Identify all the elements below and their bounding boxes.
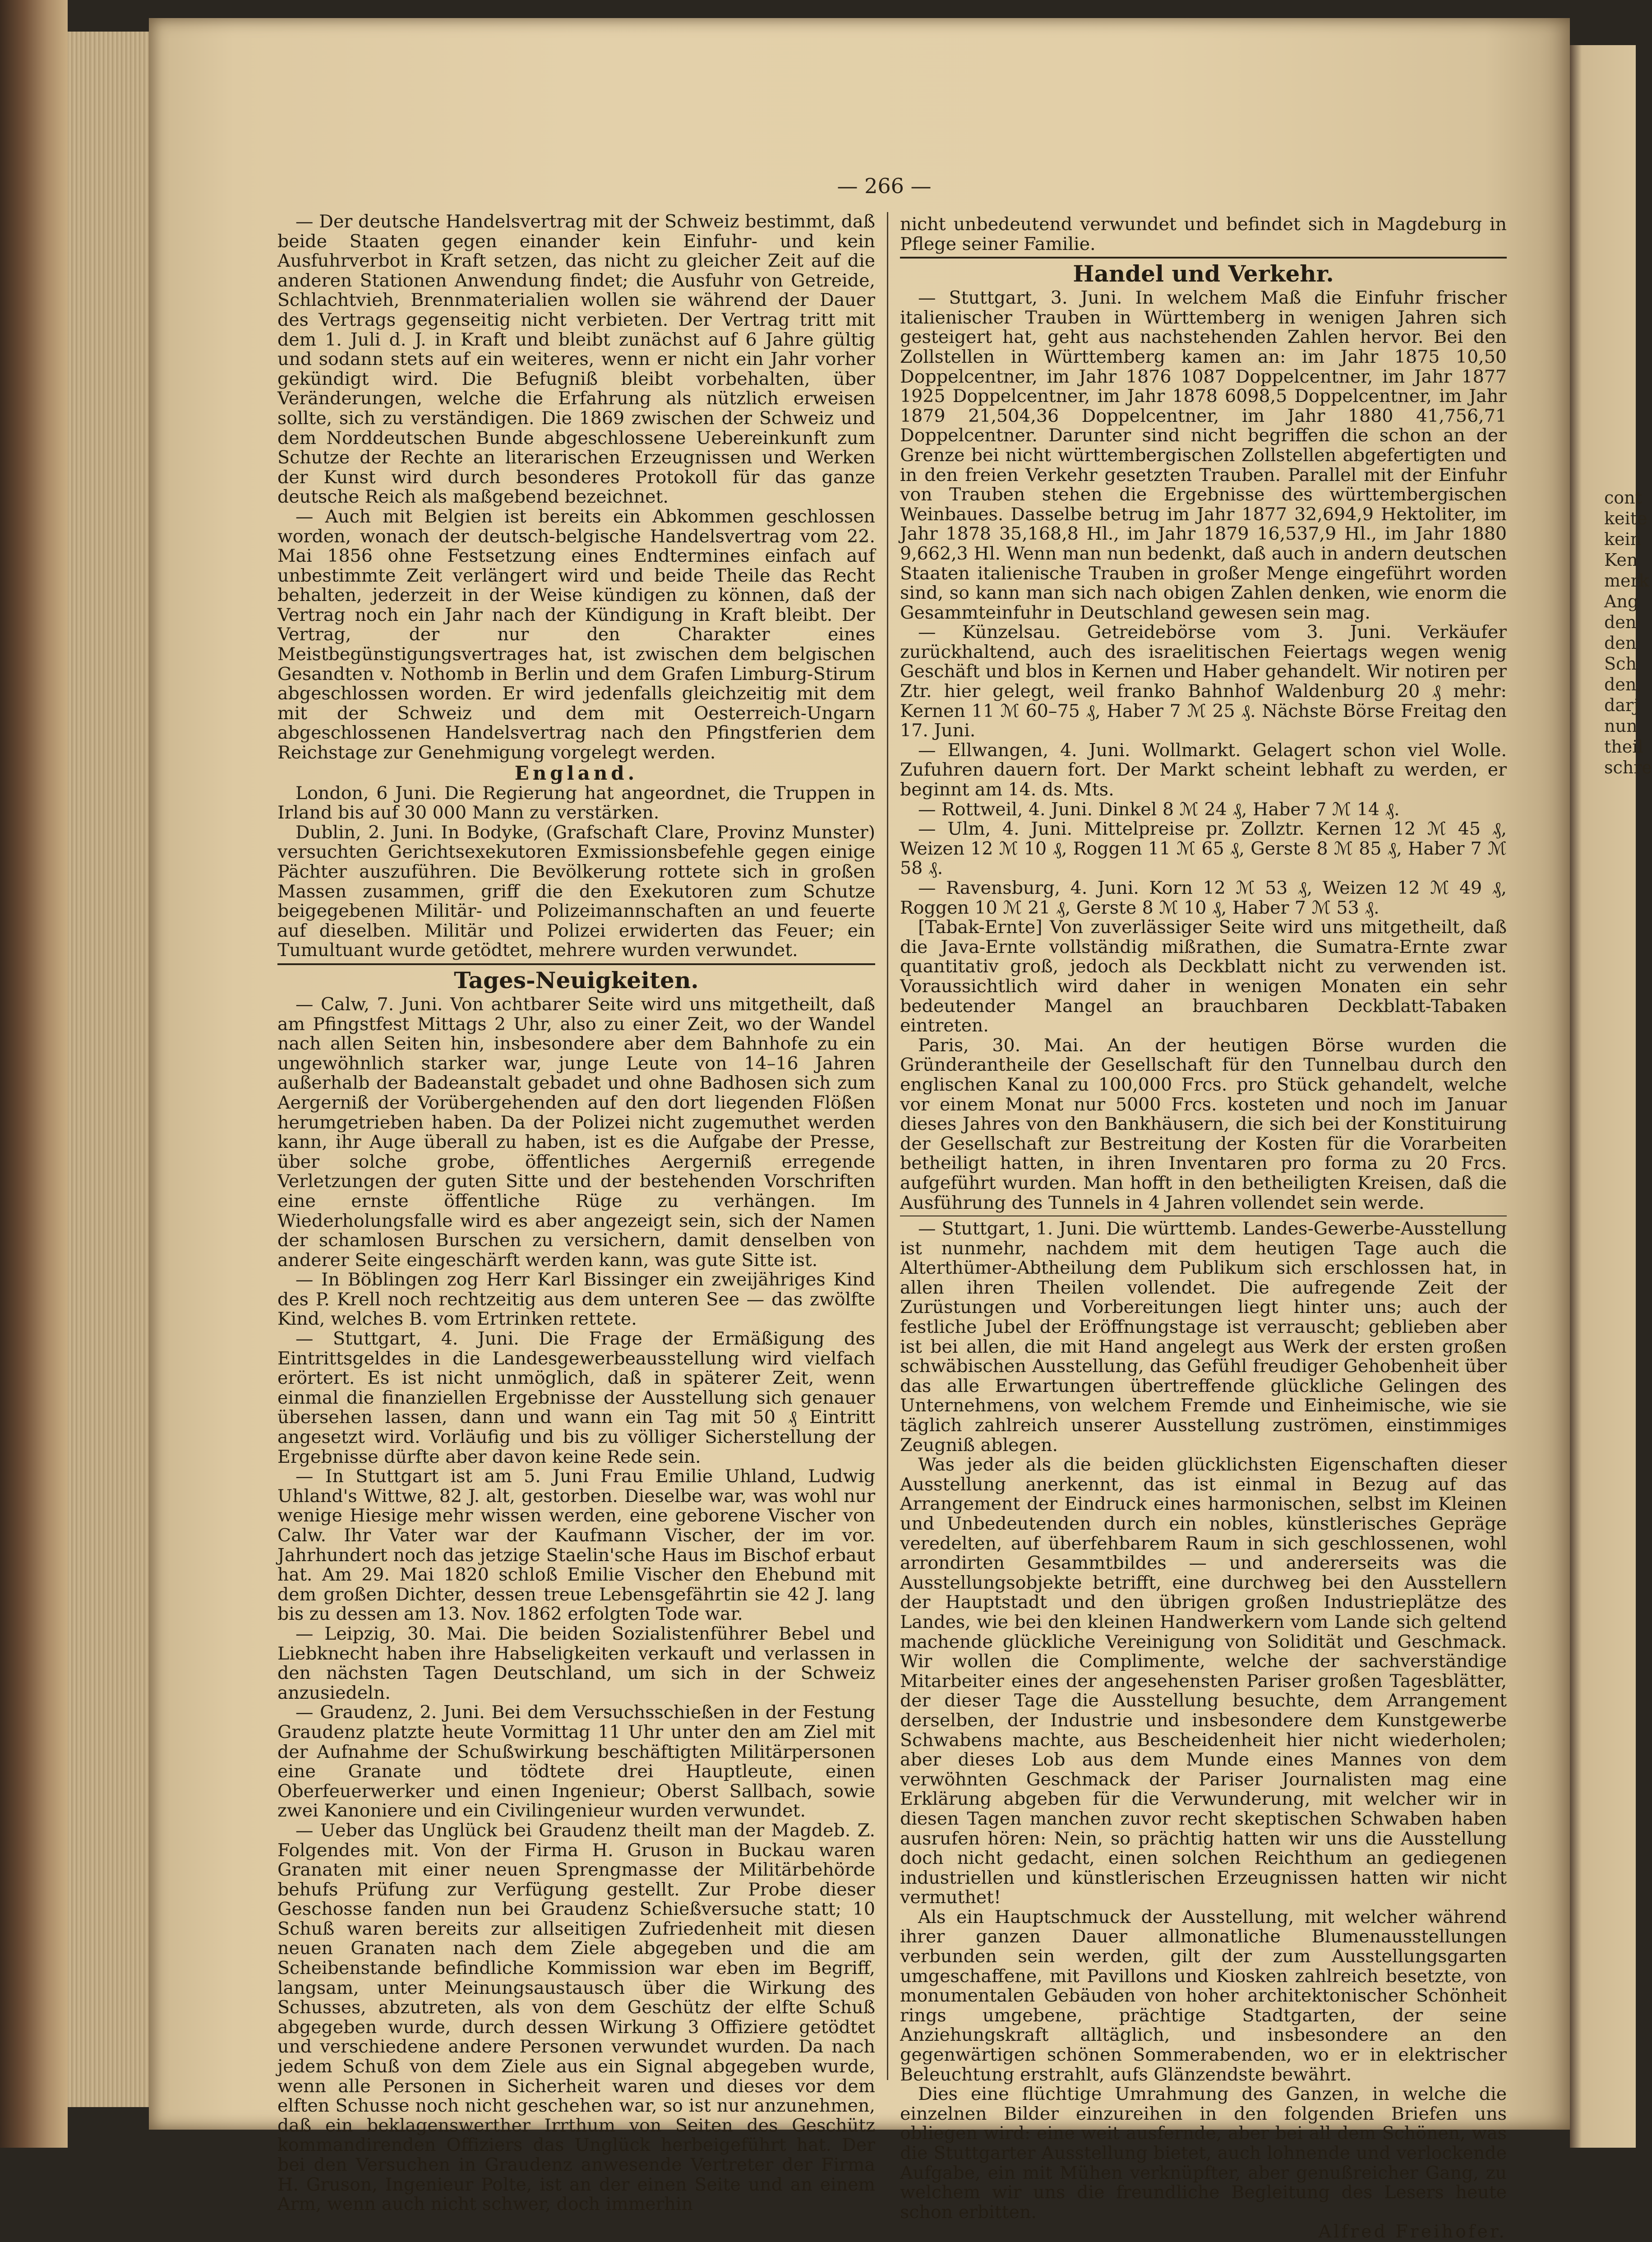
article-rottweil: — Rottweil, 4. Juni. Dinkel 8 ℳ 24 ₰, Haber 7 ℳ 14 ₰. [918,799,1400,820]
fragment: keite [1604,508,1647,528]
article-graudenz: — Graudenz, 2. Juni. Bei dem Versuchsschießen in der Festung Graudenz platzte heute Vormittag 11 Uhr unter den am Ziel mit der Aufnahme der Schußwirkung beschäftigten Militärpersonen eine Granate und tödtete drei Hauptleute, einen Oberfeuerwerker und einen Ingenieur; Oberst Sallbach, sowie zwei Kanoniere und ein Civilingenieur wurden verwundet. [277,1702,875,1821]
heading-england: England. [514,762,638,784]
article-ulm: — Ulm, 4. Juni. Mittelpreise pr. Zollztr. Kernen 12 ℳ 45 ₰, Weizen 12 ℳ 10 ₰, Roggen 11 ℳ 65 ₰, Gerste 8 ℳ 85 ₰, Haber 7 ℳ 58 ₰. [900,818,1507,879]
article-dublin: Dublin, 2. Juni. In Bodyke, (Grafschaft Clare, Provinz Munster) versuchten Gerichtsexekutoren Exmissionsbefehle gegen einige Pächter auszuführen. Die Bevölkerung rottete sich in großen Massen zusammen, griff die den Exekutoren zum Schutze beigegebenen Militär- und Polizeimannschaften an und feuerte auf dieselben. Militär und Polizei erwiderten das Feuer; ein Tumultuant wurde getödtet, mehrere wurden verwundet. [277,822,875,961]
right-column [900,215,1507,2242]
article-ausstellung-stadtgarten: Als ein Hauptschmuck der Ausstellung, mit welcher während ihrer ganzen Dauer allmonatliche Blumenausstellungen verbunden sein werden, gilt der zum Ausstellungsgarten umgeschaffene, mit Pavillons und Kiosken zahlreich besetzte, von monumentalen Gebäuden von hoher architektonischer Schönheit rings umgebene, prächtige Stadtgarten, der seine Anziehungskraft alltäglich, und insbesondere an den gegenwärtigen schönen Sommerabenden, wo er in elektrischer Beleuchtung erstrahlt, aufs Glänzendste bewährt. [900,1906,1507,2085]
article-ausstellung-intro: — Stuttgart, 1. Juni. Die württemb. Landes-Gewerbe-Ausstellung ist nunmehr, nachdem mit dem heutigen Tage auch die Alterthümer-Abtheilung dem Publikum sich erschlossen hat, in allen ihren Theilen vollendet. Die aufregende Zeit der Zurüstungen und Vorbereitungen liegt hinter uns; auch der festliche Jubel der Eröffnungstage ist verrauscht; geblieben aber ist bei allen, die mit Hand angelegt aus Werk der ersten großen schwäbischen Ausstellung, das Gefühl freudiger Gehobenheit über das alle Erwartungen übertreffende glückliche Gelingen des Unternehmens, von welchem Fremde und Einheimische, wie sie täglich zahlreich unserer Ausstellung zuströmen, einstimmiges Zeugniß ablegen. [900,1218,1507,1456]
article-boeblingen: — In Böblingen zog Herr Karl Bissinger ein zweijähriges Kind des P. Krell noch rechtzeitig aus dem unteren See — das zwölfte Kind, welches B. vom Ertrinken rettete. [277,1269,875,1330]
fragment: Ken [1604,550,1638,570]
article-trauben-einfuhr: — Stuttgart, 3. Juni. In welchem Maß die Einfuhr frischer italienischer Trauben in Württemberg in wenigen Jahren sich gesteigert hat, geht aus nachstehenden Zahlen hervor. Bei den Zollstellen in Württemberg kamen an: im Jahr 1875 10,50 Doppelcentner, im Jahr 1876 1087 Doppelcentner, im Jahr 1877 1925 Doppelcentner, im Jahr 1878 6098,5 Doppelcentner, im Jahr 1879 21,504,36 Doppelcentner, im Jahr 1880 41,756,71 Doppelcentner. Darunter sind nicht begriffen die schon an der Grenze bei nicht württembergischen Zollstellen abgefertigten und in den freien Verkehr gesetzten Trauben. Parallel mit der Einfuhr von Trauben stehen die Ergebnisse des württembergischen Weinbaues. Dasselbe betrug im Jahr 1877 32,694,9 Hektoliter, im Jahr 1878 35,168,8 Hl., im Jahr 1879 16,537,9 Hl., im Jahr 1880 9,662,3 Hl. Wenn man nun bedenkt, daß auch in andern deutschen Staaten italienische Trauben in großer Menge eingeführt worden sind, so kann man sich nach obigen Zahlen denken, wie enorm die Gesammteinfuhr in Deutschland gewesen sein mag. [900,287,1507,623]
adjacent-page-text [1604,487,1652,778]
fragment: Ang [1604,592,1639,611]
fragment: den, [1604,675,1642,694]
article-paris-tunnel: Paris, 30. Mai. An der heutigen Börse wurden die Gründerantheile der Gesellschaft für den Tunnelbau durch den englischen Kanal zu 100,000 Frcs. pro Stück gehandelt, welche vor einem Monat nur 5000 Frcs. kosteten und noch im Januar dieses Jahres von den Bankhäusern, die sich bei der Konstituirung der Gesellschaft zur Bestreitung der Kosten für die Vorarbeiten betheiligt hatten, in ihren Inventaren pro forma zu 20 Frcs. aufgeführt wurden. Man hofft in den betheiligten Kreisen, daß die Ausführung des Tunnels in 4 Jahren vollendet sein werde. [900,1035,1507,1213]
fragment: theil [1604,737,1643,757]
article-belgium-treaty: — Auch mit Belgien ist bereits ein Abkommen geschlossen worden, wonach der deutsch-belgische Handelsvertrag vom 22. Mai 1856 ohne Festsetzung eines Endtermines einfach auf unbestimmte Zeit verlängert wird und beide Theile das Recht behalten, jederzeit in der Weise kündigen zu können, daß der Vertrag noch ein Jahr nach der Kündigung in Kraft bleibt. Der Vertrag, der nur den Charakter eines Meistbegünstigungsvertrages hat, ist zwischen dem belgischen Gesandten v. Nothomb in Berlin und dem Grafen Limburg-Stirum abgeschlossen worden. Er wird jedenfalls gleichzeitig mit dem mit der Schweiz und dem mit Oesterreich-Ungarn abgeschlossenen Handelsvertrag nach den Pfingstferien dem Reichstage zur Genehmigung vorgelegt werden. [277,506,875,763]
article-stuttgart-eintritt: — Stuttgart, 4. Juni. Die Frage der Ermäßigung des Eintrittsgeldes in die Landesgewerbeausstellung wird vielfach erörtert. Es ist nicht unmöglich, daß in späterer Zeit, wenn einmal die finanziellen Ergebnisse der Ausstellung sich genauer übersehen lassen, dann und wann ein Tag mit 50 ₰ Eintritt angesetzt wird. Vorläufig und bis zu völliger Sicherstellung der Ergebnisse dürfte aber davon keine Rede sein. [277,1328,875,1467]
fragment: nun [1604,716,1638,736]
article-tabak-ernte: [Tabak-Ernte] Von zuverlässiger Seite wird uns mitgetheilt, daß die Java-Ernte vollständig mißrathen, die Sumatra-Ernte zwar quantitativ groß, jedoch als Deckblatt nicht zu verwenden ist. Voraussichtlich wird daher in wenigen Monaten ein sehr bedeutender Mangel an brauchbaren Deckblatt-Tabaken eintreten. [900,917,1507,1036]
fragment: kein [1604,529,1642,549]
fragment: darj [1604,695,1639,715]
page-number: — 266 — [837,174,932,198]
fragment: den [1604,612,1637,632]
fragment: schre [1604,758,1652,777]
author-signature: Alfred Freihofer. [1318,2221,1507,2242]
article-ausstellung-schluss: Dies eine flüchtige Umrahmung des Ganzen, in welche die einzelnen Bilder einzureihen in den folgenden Briefen uns obliegen wird: eine weit ausfernde, aber bei all dem Schönen, was die Stuttgarter Ausstellung bietet, auch lohnende und verlockende Aufgabe, ein mit Mühen verknüpfter, aber genußreicher Gang, zu welchem wir uns die freundliche Begleitung des Lesers heute schon erbitten. [900,2084,1507,2223]
fragment: merk [1604,571,1649,591]
article-leipzig: — Leipzig, 30. Mai. Die beiden Sozialistenführer Bebel und Liebknecht haben ihre Habseligkeiten verkauft und verlassen in den nächsten Tagen Deutschland, um sich in der Schweiz anzusiedeln. [277,1623,875,1703]
heading-handel-und-verkehr: Handel und Verkehr. [1073,260,1334,287]
section-rule [277,963,875,965]
fragment: den [1604,633,1637,653]
fragment: Sch [1604,654,1637,674]
article-ellwangen: — Ellwangen, 4. Juni. Wollmarkt. Gelagert schon viel Wolle. Zufuhren dauern fort. Der Markt scheint lebhaft zu werden, er beginnt am 14. ds. Mts. [900,740,1507,800]
section-rule [900,257,1507,259]
fragment: cont [1604,488,1642,508]
article-uhland: — In Stuttgart ist am 5. Juni Frau Emilie Uhland, Ludwig Uhland's Wittwe, 82 J. alt, gestorben. Dieselbe war, was wohl nur wenige Hiesige mehr wissen werden, eine geborene Vischer von Calw. Ihr Vater war der Kaufmann Vischer, der im vor. Jahrhundert noch das jetzige Staelin'sche Haus im Bischof erbaut hat. Am 29. Mai 1820 schloß Emilie Vischer den Ehebund mit dem großen Dichter, dessen treue Lebensgefährtin sie 42 J. lang bis zu dessen am 13. Nov. 1862 erfolgten Tode war. [277,1466,875,1625]
page-stack-edges [68,32,162,2107]
article-london: London, 6 Juni. Die Regierung hat angeordnet, die Truppen in Irland bis auf 30 000 Mann zu verstärken. [277,782,875,823]
column-divider [887,212,888,2080]
heading-tages-neuigkeiten: Tages-Neuigkeiten. [454,966,699,994]
article-trade-treaty-switzerland: — Der deutsche Handelsvertrag mit der Schweiz bestimmt, daß beide Staaten gegen einander kein Einfuhr- und kein Ausfuhrverbot in Kraft setzen, das nicht zu gleicher Zeit auf die anderen Stationen Anwendung findet; die Ausfuhr von Getreide, Schlachtvieh, Brennmaterialien wollen sie während der Dauer des Vertrags gegenseitig nicht verbieten. Der Vertrag tritt mit dem 1. Juli d. J. in Kraft und bleibt zunächst auf 6 Jahre gültig und sodann stets auf ein weiteres, wenn er nicht ein Jahr vorher gekündigt wird. Die Befugniß bleibt vorbehalten, über Veränderungen, welche die Erfahrung als nützlich erweisen sollte, sich zu verständigen. Die 1869 zwischen der Schweiz und dem Norddeutschen Bunde abgeschlossene Uebereinkunft zum Schutze der Rechte an literarischen Erzeugnissen und Werken der Kunst wird durch besonderes Protokoll für das ganze deutsche Reich als maßgebend bezeichnet. [277,211,875,508]
adjacent-page-edge [1570,45,1652,2148]
article-ausstellung-arrangement: Was jeder als die beiden glücklichsten Eigenschaften dieser Ausstellung anerkennt, das ist einmal in Bezug auf das Arrangement der Eindruck eines harmonischen, selbst im Kleinen und Unbedeutenden durch ein nobles, künstlerisches Gepräge veredelten, auf überfehbarem Raum in sich geschlossenen, wohl arrondirten Gesammtbildes — und andererseits was die Ausstellungsobjekte betrifft, eine durchweg bei den Ausstellern der Hauptstadt und den übrigen großen Industrieplätze des Landes, wie bei den kleinen Handwerkern vom Lande sich geltend machende glückliche Vereinigung von Solidität und Geschmack. Wir wollen die Complimente, welche der sachverständige Mitarbeiter eines der angesehensten Pariser großen Tagesblätter, der dieser Tage die Ausstellung besuchte, dem Arrangement derselben, der Industrie und insbesondere dem Kunstgewerbe Schwabens machte, aus Bescheidenheit hier nicht wiederholen; aber dieses Lob aus dem Munde eines Mannes von dem verwöhnten Geschmack der Pariser Journalisten mag eine Erklärung abgeben für die Verwunderung, mit welcher wir in diesen Tagen manchen zuvor recht skeptischen Schwaben haben ausrufen hören: Nein, so prächtig hatten wir uns die Ausstellung doch nicht gedacht, einen solchen Reichthum an gediegenen industriellen und künstlerischen Erzeugnissen hatten wir nicht vermuthet! [900,1454,1507,1908]
article-kuenzelsau: — Künzelsau. Getreidebörse vom 3. Juni. Verkäufer zurückhaltend, auch des israelitischen Feiertags wegen wenig Geschäft und blos in Kernen und Haber gehandelt. Wir notiren per Ztr. hier gelegt, weil franko Bahnhof Waldenburg 20 ₰ mehr: Kernen 11 ℳ 60–75 ₰, Haber 7 ℳ 25 ₰. Nächste Börse Freitag den 17. Juni. [900,622,1507,741]
article-calw: — Calw, 7. Juni. Von achtbarer Seite wird uns mitgetheilt, daß am Pfingstfest Mittags 2 Uhr, also zu einer Zeit, wo der Wandel nach allen Seiten hin, insbesondere aber dem Bahnhofe zu ein ungewöhnlich starker war, junge Leute von 14–16 Jahren außerhalb der Badeanstalt gebadet und ohne Badhosen sich zum Aergerniß der Vorübergehenden auf den dort liegenden Flößen herumgetrieben haben. Da der Polizei nicht zugemuthet werden kann, ihr Auge überall zu haben, ist es die Aufgabe der Presse, über solche grobe, öffentliches Aergerniß erregende Verletzungen der guten Sitte und der bestehenden Vorschriften eine ernste öffentliche Rüge zu verhängen. Im Wiederholungsfalle wird es aber angezeigt sein, sich der Namen der schamlosen Burschen zu versichern, damit denselben von anderer Seite eingeschärft werden kann, was gute Sitte ist. [277,994,875,1271]
left-column [277,212,875,2214]
article-ravensburg: — Ravensburg, 4. Juni. Korn 12 ℳ 53 ₰, Weizen 12 ℳ 49 ₰, Roggen 10 ℳ 21 ₰, Gerste 8 ℳ 10 ₰, Haber 7 ℳ 53 ₰. [900,878,1507,918]
article-graudenz-unglueck: — Ueber das Unglück bei Graudenz theilt man der Magdeb. Z. Folgendes mit. Von der Firma H. Gruson in Buckau waren Granaten mit einer neuen Sprengmasse der Militärbehörde behufs Prüfung zur Verfügung gestellt. Zur Probe dieser Geschosse fanden nun bei Graudenz Schießversuche statt; 10 Schuß waren bereits zur allseitigen Zufriedenheit mit diesen neuen Granaten nach dem Ziele abgegeben und die am Scheibenstande befindliche Kommission war eben im Begriff, langsam, unter Meinungsaustausch über die Wirkung des Schusses, abzutreten, als von dem Geschütz der elfte Schuß abgegeben wurde, durch dessen Wirkung 3 Offiziere getödtet und verschiedene andere Personen verwundet wurden. Da nach jedem Schuß von dem Ziele aus ein Signal abgegeben wurde, wenn alle Personen in Sicherheit waren und dieses vor dem elften Schusse noch nicht geschehen war, so ist nur anzunehmen, daß ein beklagenswerther Irrthum von Seiten des Geschütz kommandirenden Offiziers das Unglück herbeigeführt hat. Der bei den Versuchen in Graudenz anwesende Vertreter der Firma H. Gruson, Ingenieur Polte, ist an der einen Seite und an einem Arm, wenn auch nicht schwer, doch immerhin [277,1820,875,2215]
book-binding-edge [0,0,68,2148]
article-continuation: nicht unbedeutend verwundet und befindet sich in Magdeburg in Pflege seiner Familie. [900,214,1507,254]
